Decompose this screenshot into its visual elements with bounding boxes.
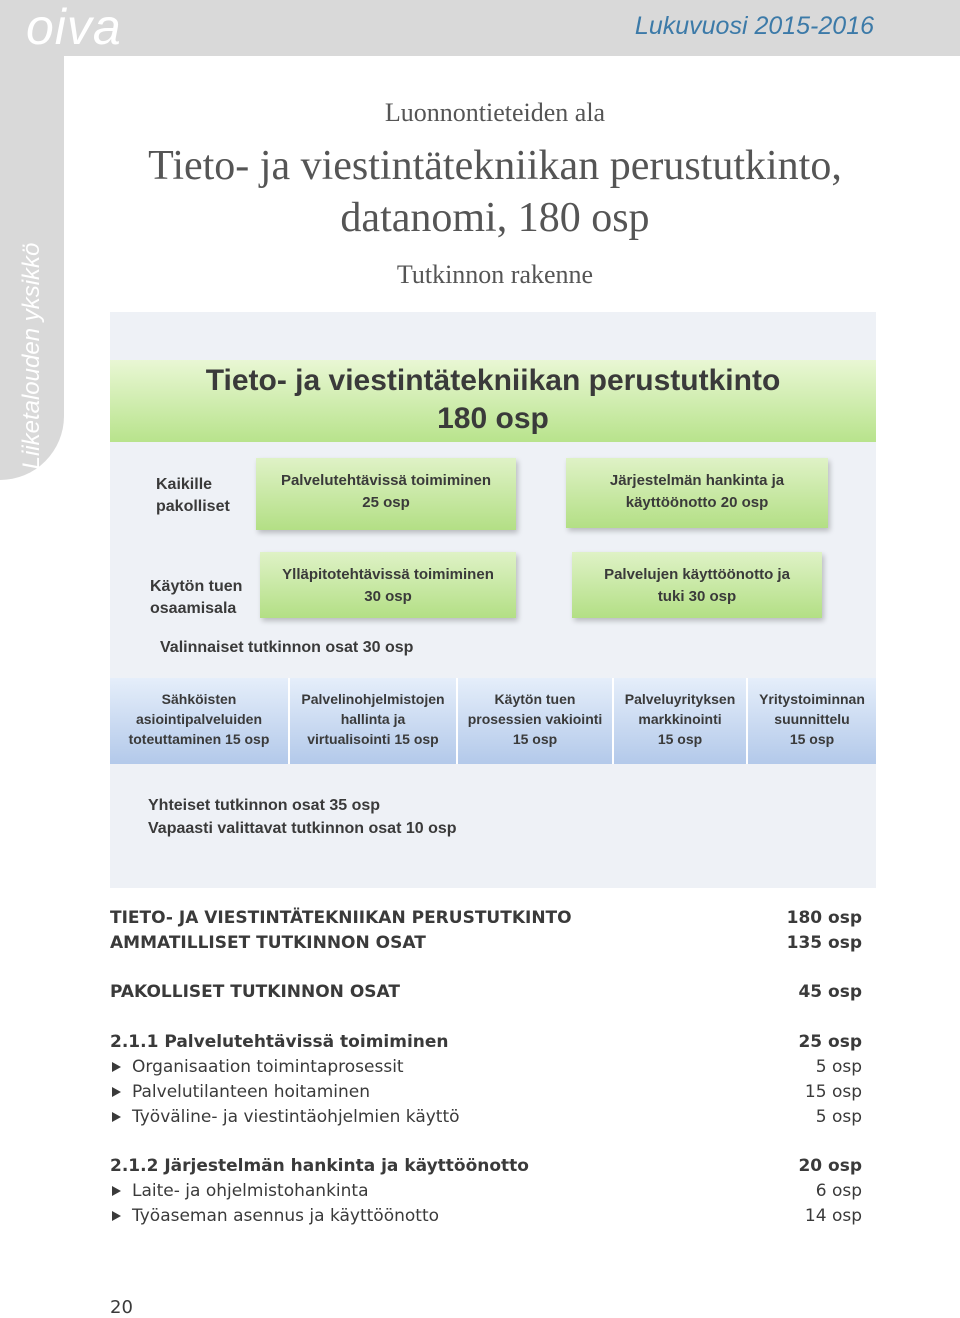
table-row (110, 1057, 862, 1082)
box-text: 15 osp (512, 731, 558, 747)
box-service-deployment (572, 552, 822, 618)
box-text: asiointipalveluiden (135, 711, 263, 727)
box-text: Ylläpitotehtävissä toimiminen (282, 566, 494, 583)
row-label: 2.1.1 Palvelutehtävissä toimiminen (110, 1032, 449, 1052)
box-text: Käytön tuen (494, 691, 576, 707)
bullet-icon (112, 1186, 121, 1196)
optional-boxes (110, 678, 876, 764)
row-label: PAKOLLISET TUTKINNON OSAT (110, 982, 400, 1002)
diagram-banner (110, 360, 876, 442)
row-label: Organisaation toimintaprosessit (132, 1057, 404, 1077)
box-text: Palvelinohjelmistojen (301, 691, 445, 707)
optional-box (290, 678, 458, 764)
box-text: prosessien vakiointi (467, 711, 603, 727)
optional-label: Valinnaiset tutkinnon osat 30 osp (160, 639, 414, 656)
group-label-line: osaamisala (150, 600, 237, 617)
box-maintenance-tasks (260, 552, 516, 618)
optional-box (748, 678, 876, 764)
table-row (110, 1156, 862, 1181)
table-row (110, 1107, 862, 1132)
box-text: Järjestelmän hankinta ja (609, 472, 785, 489)
box-system-acquisition (566, 458, 828, 528)
box-text: toteuttaminen 15 osp (128, 731, 270, 747)
table-row (110, 1032, 862, 1057)
group-label-line: Kaikille (156, 476, 213, 493)
row-label: Laite- ja ohjelmistohankinta (132, 1181, 369, 1201)
table-row (110, 933, 862, 958)
optional-box (614, 678, 748, 764)
group-label-line: Käytön tuen (150, 578, 243, 595)
common-units (148, 794, 457, 840)
row-value: 25 osp (798, 1032, 862, 1052)
row-label-wrap (110, 1107, 460, 1127)
row-label: TIETO- JA VIESTINTÄTEKNIIKAN PERUSTUTKINTO (110, 908, 572, 928)
row-value: 15 osp (804, 1082, 862, 1102)
row-value: 5 osp (815, 1107, 862, 1127)
optional-box (458, 678, 614, 764)
group-label-mandatory (156, 474, 230, 518)
bullet-icon (112, 1112, 121, 1122)
box-text: Sähköisten (161, 691, 237, 707)
box-service-tasks (256, 458, 516, 530)
box-text: markkinointi (638, 711, 722, 727)
row-label: Työaseman asennus ja käyttöönotto (132, 1206, 440, 1226)
row-value: 5 osp (815, 1057, 862, 1077)
box-text: Palvelutehtävissä toimiminen (280, 472, 492, 489)
common-units-line: Yhteiset tutkinnon osat 35 osp (148, 797, 381, 814)
row-label: Palvelutilanteen hoitaminen (132, 1082, 370, 1102)
row-label: 2.1.2 Järjestelmän hankinta ja käyttöönotto (110, 1156, 529, 1176)
page-subtitle: Tutkinnon rakenne (396, 260, 594, 289)
box-text: 30 osp (364, 588, 412, 605)
bullet-icon (112, 1087, 121, 1097)
table-row (110, 982, 862, 1007)
box-text: 25 osp (362, 494, 410, 511)
box-text: Palvelujen käyttöönotto ja (604, 566, 790, 583)
logo: oiva (26, 0, 122, 55)
row-label-wrap (110, 1057, 404, 1077)
row-value: 45 osp (798, 982, 862, 1002)
group-label-line: pakolliset (156, 498, 230, 515)
bullet-icon (112, 1211, 121, 1221)
row-value: 180 osp (786, 908, 862, 928)
academic-year: Lukuvuosi 2015-2016 (634, 12, 874, 40)
box-text: 15 osp (789, 731, 835, 747)
row-value: 20 osp (798, 1156, 862, 1176)
side-tab-label: Liiketalouden yksikkö (18, 242, 45, 470)
row-value: 14 osp (804, 1206, 862, 1226)
box-text: Palveluyrityksen (624, 691, 736, 707)
table-row (110, 908, 862, 933)
field-title: Luonnontieteiden ala (384, 98, 606, 127)
row-label: Työväline- ja viestintäohjelmien käyttö (132, 1107, 460, 1127)
box-text: hallinta ja (340, 711, 406, 727)
page-title-line1: Tieto- ja viestintätekniikan perustutkinto, (148, 143, 842, 189)
optional-box (110, 678, 290, 764)
box-text: 15 osp (657, 731, 703, 747)
bullet-icon (112, 1062, 121, 1072)
box-text: suunnittelu (774, 711, 850, 727)
box-text: käyttöönotto 20 osp (625, 494, 769, 511)
diagram-banner-osp: 180 osp (437, 402, 549, 435)
box-text: virtualisointi 15 osp (307, 731, 439, 747)
common-units-line: Vapaasti valittavat tutkinnon osat 10 osp (148, 820, 457, 837)
row-label-wrap (110, 1181, 369, 1201)
table-row (110, 1206, 862, 1231)
row-value: 6 osp (815, 1181, 862, 1201)
diagram-banner-title: Tieto- ja viestintätekniikan perustutkinto (205, 364, 781, 397)
row-label-wrap (110, 1206, 439, 1226)
box-text: tuki 30 osp (657, 588, 737, 605)
row-label-wrap (110, 1082, 370, 1102)
box-text: Yritystoiminnan (759, 691, 865, 707)
header-bar (0, 0, 960, 56)
row-label: AMMATILLISET TUTKINNON OSAT (110, 933, 426, 953)
page-number: 20 (110, 1297, 133, 1318)
page-title-line2: datanomi, 180 osp (340, 195, 650, 241)
table-row (110, 1181, 862, 1206)
page-title (0, 140, 960, 244)
row-value: 135 osp (786, 933, 862, 953)
group-label-support (150, 576, 242, 620)
structure-diagram (110, 312, 876, 888)
table-row (110, 1082, 862, 1107)
